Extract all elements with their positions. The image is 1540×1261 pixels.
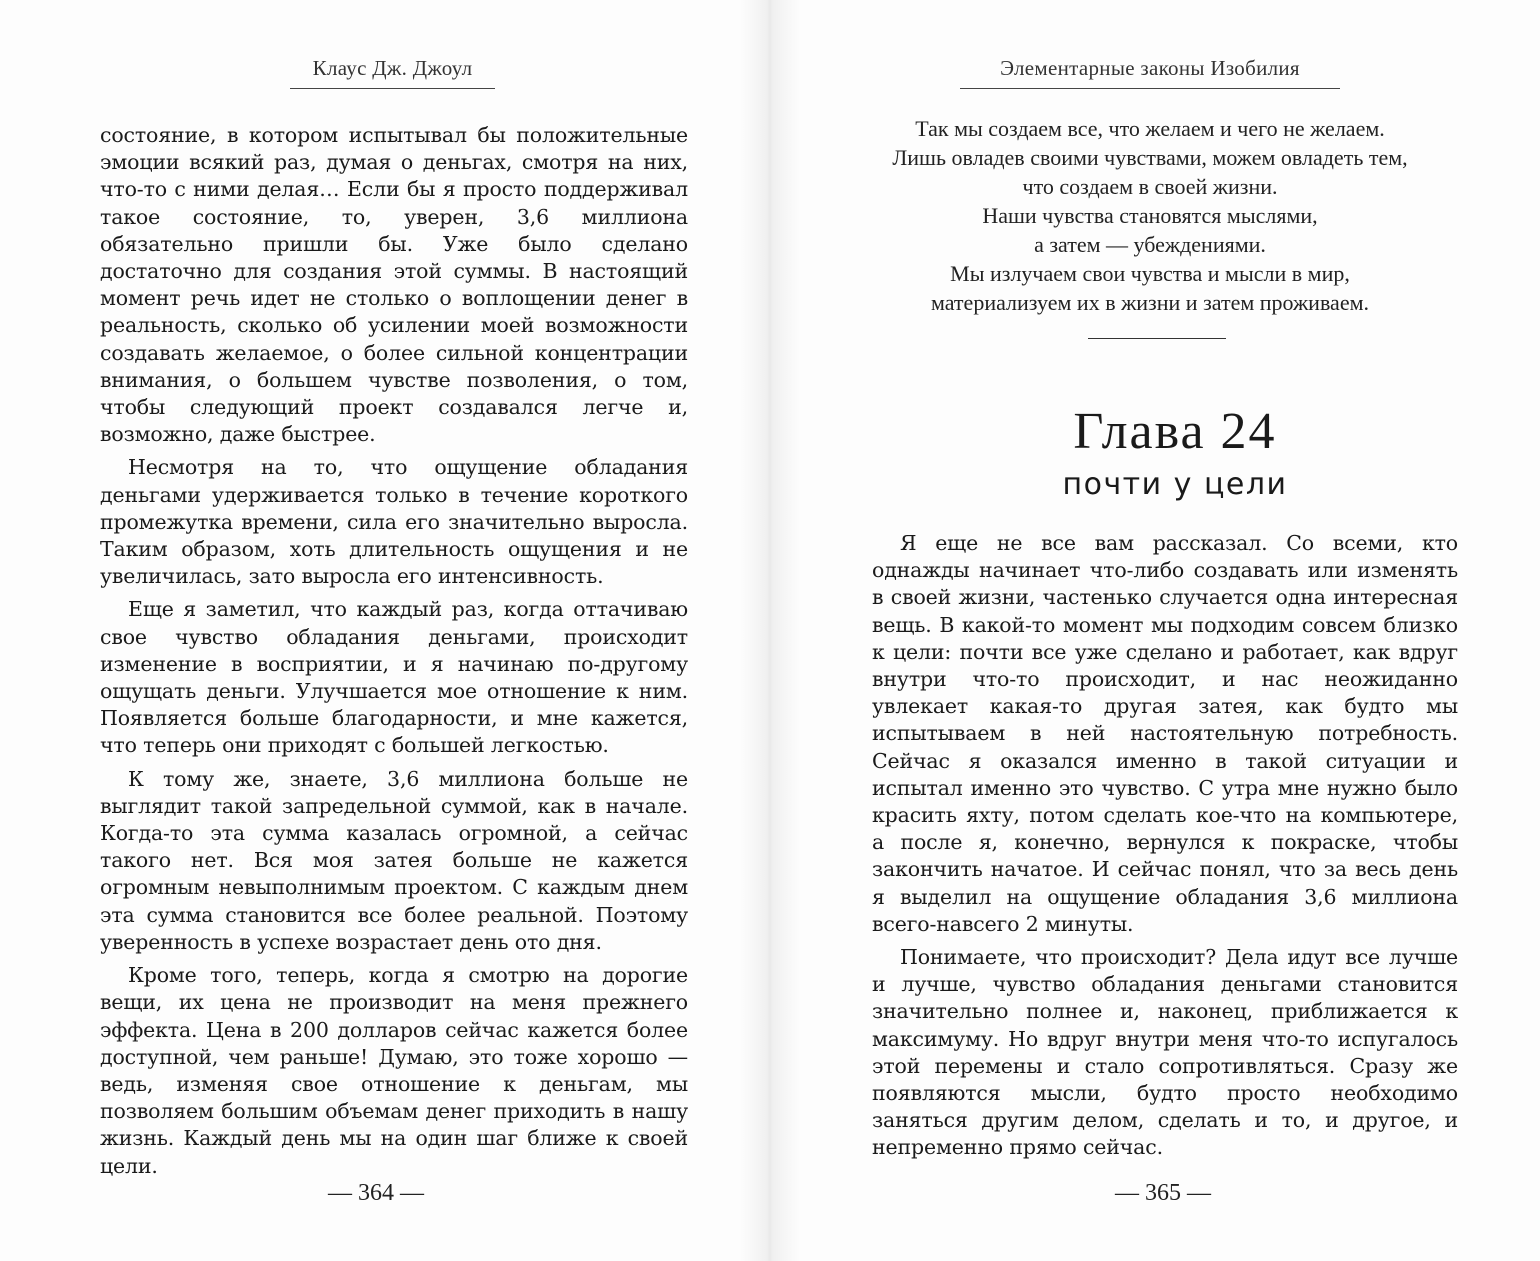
page-number: — 364 — [328,1180,424,1206]
right-page [770,0,1540,1261]
poem-line: Мы излучаем свои чувства и мысли в мир, [950,261,1350,286]
poem-line: Так мы создаем все, что желаем и чего не желаем. [915,116,1385,141]
paragraph: Я еще не все вам рассказал. Со всеми, кто однажды начинает что-либо создавать или изменять в своей жизни, частенько случается одна интересная вещь. В какой-то момент мы подходим совсем близко к цели: почти все уже сделано и работает, как вдруг внутри что-то происходит, и нас неожиданно увлекает какая-то другая затея, как будто мы испытываем в ней настоятельную потребность. Сейчас я оказался именно в такой ситуации и испытал именно это чувство. С утра мне нужно было красить яхту, потом сделать кое-что на компьютере, а после я, конечно, вернулся к покраске, чтобы закончить начатое. И сейчас понял, что за весь день я выделил на ощущение обладания 3,6 миллиона всего-навсего 2 минуты. [872,531,1458,936]
section-divider [1088,338,1226,339]
paragraph: Кроме того, теперь, когда я смотрю на дорогие вещи, их цена не производит на меня прежнего эффекта. Цена в 200 долларов сейчас кажется более доступной, чем раньше! Думаю, это тоже хорошо — ведь, изменяя свое отношение к деньгам, мы позволяем большим объемам денег приходить в нашу жизнь. Каждый день мы на один шаг ближе к своей цели. [100,963,688,1178]
running-head-rule [960,88,1340,89]
page-number: — 365 — [1115,1180,1211,1206]
poem-line: материализуем их в жизни и затем проживаем. [930,290,1370,315]
paragraph: Понимаете, что происходит? Дела идут все лучше и лучше, чувство обладания деньгами становится значительно полнее и, наконец, приближается к максимуму. Но вдруг внутри меня что-то испугалось этой перемены и стало сопротивляться. Сразу же появляются мысли, будто просто необходимо заняться другим делом, сделать и то, и другое, и непременно прямо сейчас. [872,945,1458,1160]
poem-line: Наши чувства становятся мыслями, [982,203,1318,228]
paragraph: К тому же, знаете, 3,6 миллиона больше не выглядит такой запредельной суммой, как в начале. Когда-то эта сумма казалась огромной, а сейчас такого нет. Вся моя затея больше не кажется огромным невыполнимым проектом. С каждым днем эта сумма становится все более реальной. Поэтому уверенность в успехе возрастает день ото дня. [100,766,688,954]
epigraph-poem [830,114,1470,317]
paragraph: Несмотря на то, что ощущение обладания деньгами удерживается только в течение короткого промежутка времени, сила его значительно выросла. Таким образом, хоть длительность ощущения и не увеличилась, зато выросла его интенсивность. [100,455,688,589]
poem-line: Лишь овладев своими чувствами, можем овладеть тем, [892,145,1408,170]
running-head-author: Клаус Дж. Джоул [312,56,473,80]
running-head-rule [290,88,495,89]
chapter-number: Глава 24 [1073,403,1277,460]
poem-line: а затем — убеждениями. [1034,232,1266,257]
poem-line: что создаем в своей жизни. [1022,174,1278,199]
left-body-text [100,122,688,1180]
running-head-title: Элементарные законы Изобилия [1000,56,1300,80]
book-gutter [740,0,800,1261]
right-body-text [872,530,1458,1162]
chapter-title: почти у цели [1062,467,1288,502]
paragraph: Еще я заметил, что каждый раз, когда оттачиваю свое чувство обладания деньгами, происходит изменение в восприятии, и я начинаю по-другому ощущать деньги. Улучшается мое отношение к ним. Появляется больше благодарности, и мне кажется, что теперь они приходят с большей легкостью. [100,597,688,758]
paragraph: состояние, в котором испытывал бы положительные эмоции всякий раз, думая о деньгах, смотря на них, что-то с ними делая… Если бы я просто поддерживал такое состояние, то, уверен, 3,6 миллиона обязательно пришли бы. Уже было сделано достаточно для создания этой суммы. В настоящий момент речь идет не столько о воплощении денег в реальность, сколько об усилении моей возможности создавать желаемое, о более сильной концентрации внимания, о большем чувстве позволения, о том, чтобы следующий проект создавался легче и, возможно, даже быстрее. [100,123,688,447]
